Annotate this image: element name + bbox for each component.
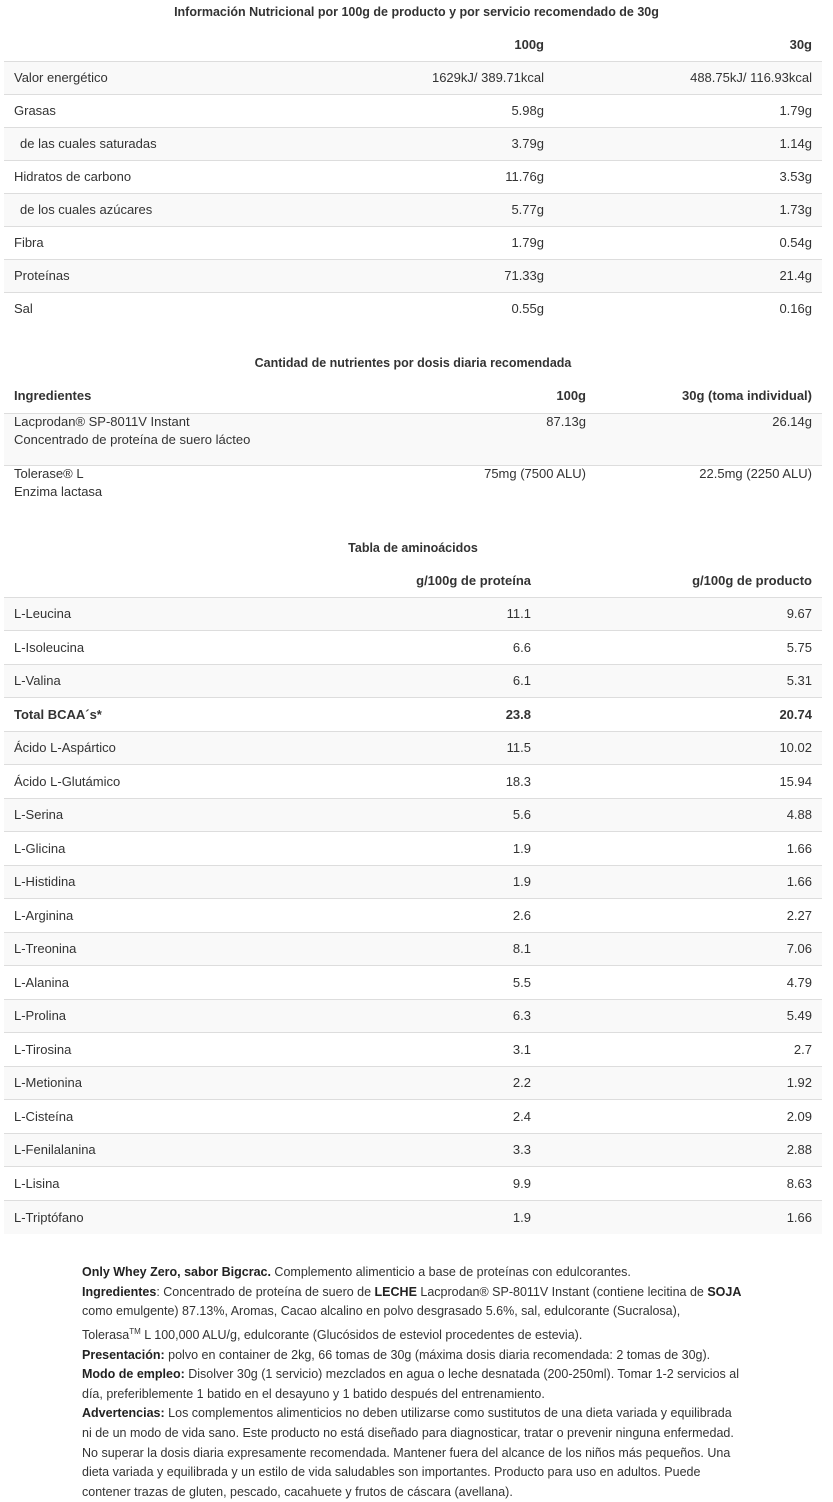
nutrition-table [4, 28, 822, 325]
amino-name: L-Valina [14, 673, 61, 689]
amino-name: L-Isoleucina [14, 639, 85, 655]
allergen-leche: LECHE [374, 1284, 417, 1299]
amino-value-protein: 1.9 [512, 874, 531, 890]
amino-name: L-Prolina [14, 1008, 67, 1024]
table-row [4, 932, 822, 966]
row-value-100g: 71.33g [504, 268, 544, 283]
row-value-30g: 1.14g [779, 136, 812, 151]
dose-header-100g: 100g [556, 388, 586, 404]
row-value-100g: 5.77g [511, 202, 544, 217]
table-row [4, 292, 822, 325]
row-label: Valor energético [14, 70, 108, 85]
table-row [4, 1200, 822, 1234]
nutrition-header-label [4, 28, 264, 61]
table-row [4, 865, 822, 899]
amino-value-protein: 2.4 [512, 1108, 531, 1124]
table-row [4, 1167, 822, 1201]
dose-header-ingredients: Ingredientes [14, 388, 92, 404]
amino-name: Ácido L-Aspártico [14, 740, 116, 756]
amino-value-protein: 23.8 [505, 706, 531, 722]
amino-value-protein: 11.5 [506, 740, 531, 756]
amino-caption: Tabla de aminoácidos [348, 541, 478, 555]
usage-label: Modo de empleo: [82, 1367, 185, 1382]
amino-name: L-Leucina [14, 606, 72, 622]
presentation-text: polvo en container de 2kg, 66 tomas de 30g (máxima dosis diaria recomendada: 2 tomas de 30g). [164, 1347, 711, 1362]
amino-value-product: 2.09 [786, 1108, 812, 1124]
table-row [4, 259, 822, 292]
dose-table [4, 379, 822, 517]
row-value-30g: 26.14g [772, 413, 812, 429]
ingredients-label: Ingredientes [82, 1284, 157, 1299]
table-row [4, 1066, 822, 1100]
ingredient-desc: Concentrado de proteína de suero lácteo [14, 431, 251, 447]
ingredient-name: Tolerase® L [14, 465, 84, 481]
row-label: Sal [14, 301, 33, 317]
table-row [4, 731, 822, 765]
ingredient-desc: Enzima lactasa [14, 483, 103, 499]
amino-value-protein: 2.2 [512, 1075, 531, 1091]
dose-caption: Cantidad de nutrientes por dosis diaria recomendada [254, 356, 572, 370]
amino-header-product: g/100g de producto [692, 572, 812, 588]
product-paragraph [82, 1263, 742, 1502]
amino-name: L-Tirosina [14, 1041, 72, 1057]
table-row [4, 966, 822, 1000]
amino-value-protein: 9.9 [512, 1175, 531, 1191]
table-row [4, 832, 822, 866]
table-row [4, 631, 822, 665]
table-row [4, 999, 822, 1033]
dose-header-30g: 30g (toma individual) [681, 388, 812, 404]
row-label: Hidratos de carbono [14, 169, 132, 184]
amino-name: L-Treonina [14, 941, 77, 957]
nutrition-caption: Información Nutricional por 100g de producto y por servicio recomendado de 30g [174, 5, 659, 19]
product-name: Only Whey Zero, sabor Bigcrac. [82, 1265, 271, 1279]
table-row [4, 193, 822, 226]
table-row [4, 698, 822, 732]
amino-value-product: 1.92 [786, 1075, 812, 1091]
amino-value-protein: 3.1 [512, 1041, 531, 1057]
amino-value-product: 5.49 [786, 1008, 812, 1024]
row-label: de las cuales saturadas [20, 136, 157, 151]
table-row [4, 597, 822, 631]
amino-name: L-Histidina [14, 874, 76, 890]
amino-name: L-Triptófano [14, 1209, 84, 1225]
row-label: Grasas [14, 103, 56, 118]
row-value-30g: 0.54g [779, 235, 812, 250]
allergen-soja: SOJA [707, 1284, 742, 1299]
amino-value-protein: 6.3 [512, 1008, 531, 1024]
amino-value-protein: 8.1 [512, 941, 531, 957]
amino-value-product: 8.63 [786, 1175, 812, 1191]
amino-value-protein: 5.6 [512, 807, 531, 823]
amino-header-protein: g/100g de proteína [416, 572, 531, 588]
row-value-100g: 1629kJ/ 389.71kcal [431, 70, 544, 85]
amino-value-product: 10.02 [779, 740, 812, 756]
amino-value-product: 2.88 [786, 1142, 812, 1158]
table-row [4, 94, 822, 127]
amino-name: L-Lisina [14, 1175, 60, 1191]
amino-value-protein: 6.6 [512, 639, 531, 655]
amino-value-product: 7.06 [786, 941, 812, 957]
usage-text: Disolver 30g (1 servicio) mezclados en agua o leche desnatada (200-250ml). Tomar 1-2 servicios al día, preferiblemente 1 batido en el desayuno y 1 batido después del entrenamiento. [82, 1367, 739, 1401]
amino-value-protein: 3.3 [512, 1142, 531, 1158]
amino-value-product: 9.67 [786, 606, 812, 622]
amino-name: L-Fenilalanina [14, 1142, 96, 1158]
row-value-100g: 3.79g [511, 136, 544, 151]
row-value-100g: 0.55g [511, 301, 544, 317]
row-value-30g: 0.16g [779, 301, 812, 317]
row-label: de los cuales azúcares [20, 202, 153, 217]
amino-value-product: 1.66 [786, 1209, 812, 1225]
amino-name: Total BCAA´s* [14, 706, 102, 722]
table-row [4, 226, 822, 259]
amino-value-protein: 6.1 [512, 673, 531, 689]
table-row [4, 1100, 822, 1134]
warnings-label: Advertencias: [82, 1406, 165, 1421]
row-value-100g: 75mg (7500 ALU) [484, 465, 586, 481]
ingredients-text: : Concentrado de proteína de suero de [156, 1284, 375, 1299]
amino-name: L-Alanina [14, 974, 69, 990]
amino-value-product: 1.66 [786, 874, 812, 890]
amino-header-label [4, 564, 264, 597]
row-value-100g: 11.76g [505, 169, 544, 184]
amino-name: L-Serina [14, 807, 64, 823]
row-value-30g: 488.75kJ/ 116.93kcal [690, 70, 812, 85]
table-row [4, 664, 822, 698]
row-value-100g: 5.98g [511, 103, 544, 118]
amino-value-product: 5.31 [786, 673, 812, 689]
amino-value-protein: 2.6 [512, 907, 531, 923]
amino-name: L-Arginina [14, 907, 74, 923]
amino-value-product: 2.27 [786, 907, 812, 923]
ingredient-cell [4, 413, 324, 465]
ingredients-text: L 100,000 ALU/g, edulcorante (Glucósidos de esteviol procedentes de estevia). [140, 1327, 583, 1342]
table-row [4, 127, 822, 160]
amino-table [4, 564, 822, 1234]
amino-value-product: 1.66 [786, 840, 812, 856]
row-value-30g: 21.4g [779, 268, 812, 283]
nutrition-header-30g: 30g [789, 36, 812, 52]
table-row [4, 413, 822, 465]
table-row [4, 61, 822, 94]
amino-name: L-Glicina [14, 840, 66, 856]
table-row [4, 1133, 822, 1167]
amino-value-protein: 11.1 [506, 606, 531, 622]
amino-value-product: 4.88 [786, 807, 812, 823]
presentation-label: Presentación: [82, 1347, 165, 1362]
amino-value-protein: 1.9 [512, 840, 531, 856]
row-label: Proteínas [14, 268, 70, 283]
amino-value-product: 15.94 [779, 773, 812, 789]
amino-value-product: 20.74 [779, 706, 812, 722]
row-value-30g: 1.73g [779, 202, 812, 217]
amino-name: L-Metionina [14, 1075, 82, 1091]
amino-value-product: 4.79 [786, 974, 812, 990]
ingredients-text: Lacprodan® SP-8011V Instant (contiene lecitina de [416, 1284, 708, 1299]
amino-value-protein: 1.9 [512, 1209, 531, 1225]
amino-value-product: 5.75 [786, 639, 812, 655]
product-desc: Complemento alimenticio a base de proteínas con edulcorantes. [270, 1265, 631, 1279]
amino-value-protein: 5.5 [512, 974, 531, 990]
table-row [4, 465, 822, 517]
row-value-30g: 3.53g [779, 169, 812, 184]
row-value-30g: 1.79g [779, 103, 812, 118]
nutrition-header-100g: 100g [514, 36, 544, 52]
table-row [4, 798, 822, 832]
row-label: Fibra [14, 235, 44, 250]
warnings-text: Los complementos alimenticios no deben utilizarse como sustitutos de una dieta variada y equilibrada ni de un modo de vida sano. Este producto no está diseñado para diagnosticar, tratar o prevenir ninguna enfermedad. No superar la dosis diaria expresamente recomendada. Mantener fuera del alcance de los niños más pequeños. Una dieta variada y equilibrada y un estilo de vida saludables son importantes. Producto para uso en adultos. Puede contener trazas de gluten, pescado, cacahuete y frutos de cáscara (avellana). [82, 1406, 734, 1499]
amino-value-protein: 18.3 [505, 773, 531, 789]
table-row [4, 765, 822, 799]
ingredient-cell [4, 465, 324, 517]
table-row [4, 160, 822, 193]
ingredients-text: como emulgente) 87.13%, Aromas, Cacao alcalino en polvo desgrasado 5.6%, sal, edulcorante (Sucralosa), Tolerasa [82, 1304, 681, 1342]
row-value-30g: 22.5mg (2250 ALU) [699, 465, 812, 481]
row-value-100g: 1.79g [511, 235, 544, 250]
amino-name: Ácido L-Glutámico [14, 773, 121, 789]
product-notes [82, 1263, 742, 1502]
table-row [4, 899, 822, 933]
trademark-mark: TM [129, 1326, 141, 1336]
amino-value-product: 2.7 [793, 1041, 812, 1057]
amino-name: L-Cisteína [14, 1108, 74, 1124]
ingredient-name: Lacprodan® SP-8011V Instant [14, 413, 190, 429]
row-value-100g: 87.13g [546, 413, 586, 429]
table-row [4, 1033, 822, 1067]
